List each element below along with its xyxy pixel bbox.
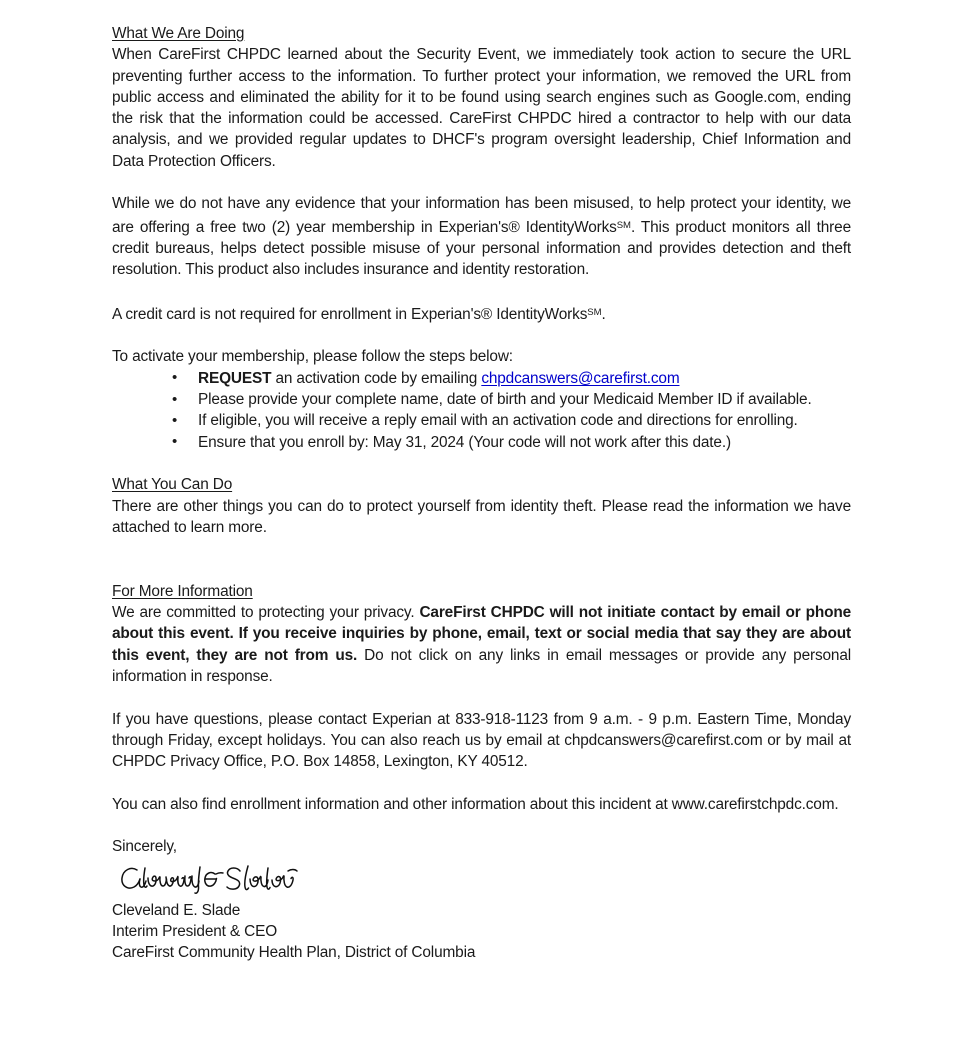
section-heading-for-more-information <box>112 581 851 602</box>
list-item <box>112 368 851 389</box>
signer-title: Interim President & CEO <box>112 922 278 940</box>
paragraph-no-credit-card-text: A credit card is not required for enrollment in Experian's® IdentityWorks℠. <box>112 305 606 323</box>
paragraph-spacer <box>112 453 851 474</box>
paragraph-spacer <box>112 559 851 580</box>
list-item-content: Please provide your complete name, date of birth and your Medicaid Member ID if available. <box>198 391 812 409</box>
privacy-tail-text: Do not click on any links in email messages or provide any personal information in response. <box>112 646 851 685</box>
paragraph-identityworks-offer-text: While we do not have any evidence that your information has been misused, to help protect your identity, we are offering a free two (2) year membership in Experian's® IdentityWorks℠. This product monitors all three credit bureaus, helps detect possible misuse of your personal information and provides detection and theft resolution. This product also includes insurance and identity restoration. <box>112 195 851 279</box>
salutation: Sincerely, <box>112 838 177 856</box>
request-text: an activation code by emailing <box>271 369 482 387</box>
list-item-content: If eligible, you will receive a reply email with an activation code and directions for enrolling. <box>198 412 798 430</box>
paragraph-contact-experian: If you have questions, please contact Experian at 833-918-1123 from 9 a.m. - 9 p.m. Eastern Time, Monday through Friday, except holidays. You can also reach us by email at chpdcanswers@carefirst.com or by mail at CHPDC Privacy Office, P.O. Box 14858, Lexington, KY 40512. <box>112 710 851 771</box>
closing-block <box>112 836 851 963</box>
list-item <box>112 432 851 453</box>
paragraph-spacer <box>112 325 851 346</box>
sm-superscript: SM <box>616 219 631 231</box>
section-heading-what-you-can-do <box>112 474 851 495</box>
sm-superscript: SM <box>587 306 602 318</box>
paragraph-activation-intro: To activate your membership, please follow the steps below: <box>112 348 513 366</box>
paragraph-website-info: You can also find enrollment information and other information about this incident at www.carefirstchpdc.com. <box>112 795 839 813</box>
list-item-content: Ensure that you enroll by: May 31, 2024 (Your code will not work after this date.) <box>198 433 731 451</box>
paragraph-spacer <box>112 538 851 559</box>
letter-body <box>112 23 851 963</box>
section-heading-for-more-information-text: For More Information <box>112 582 253 600</box>
paragraph-spacer <box>112 772 851 793</box>
section-heading-what-we-are-doing <box>112 23 851 44</box>
section-heading-what-you-can-do-text: What You Can Do <box>112 476 233 494</box>
paragraph-what-you-can-do: There are other things you can do to protect yourself from identity theft. Please read the information we have attached to learn more. <box>112 497 851 536</box>
paragraph-security-event-response: When CareFirst CHPDC learned about the Security Event, we immediately took action to secure the URL preventing further access to the information. To further protect your information, we removed the URL from public access and eliminated the ability for it to be found using search engines such as Google.com, ending the risk that the information could be accessed. CareFirst CHPDC hired a contractor to help with our data analysis, and we provided regular updates to DHCF's program oversight leadership, Chief Information and Data Protection Officers. <box>112 46 851 170</box>
signer-organization: CareFirst Community Health Plan, District of Columbia <box>112 944 476 962</box>
paragraph-spacer <box>112 815 851 836</box>
paragraph-spacer <box>112 281 851 302</box>
list-item <box>112 410 851 431</box>
privacy-bold-warning: CareFirst CHPDC will not initiate contact by email or phone about this event. If you receive inquiries by phone, email, text or social media that say they are about this event, they are not from us. <box>112 604 851 664</box>
paragraph-privacy-warning <box>112 602 851 687</box>
section-heading-what-we-are-doing-text: What We Are Doing <box>112 25 245 42</box>
signature-image <box>117 860 307 900</box>
paragraph-identityworks-offer <box>112 193 851 280</box>
list-item <box>112 389 851 410</box>
request-bold-label: REQUEST <box>198 369 272 387</box>
activation-steps-list <box>112 368 851 453</box>
paragraph-no-credit-card <box>112 302 851 325</box>
paragraph-spacer <box>112 172 851 193</box>
privacy-lead-text: We are committed to protecting your privacy. <box>112 604 420 622</box>
email-link-chpdcanswers[interactable]: chpdcanswers@carefirst.com <box>481 369 680 387</box>
paragraph-spacer <box>112 687 851 708</box>
list-item-content <box>198 370 680 387</box>
signer-name: Cleveland E. Slade <box>112 901 241 919</box>
